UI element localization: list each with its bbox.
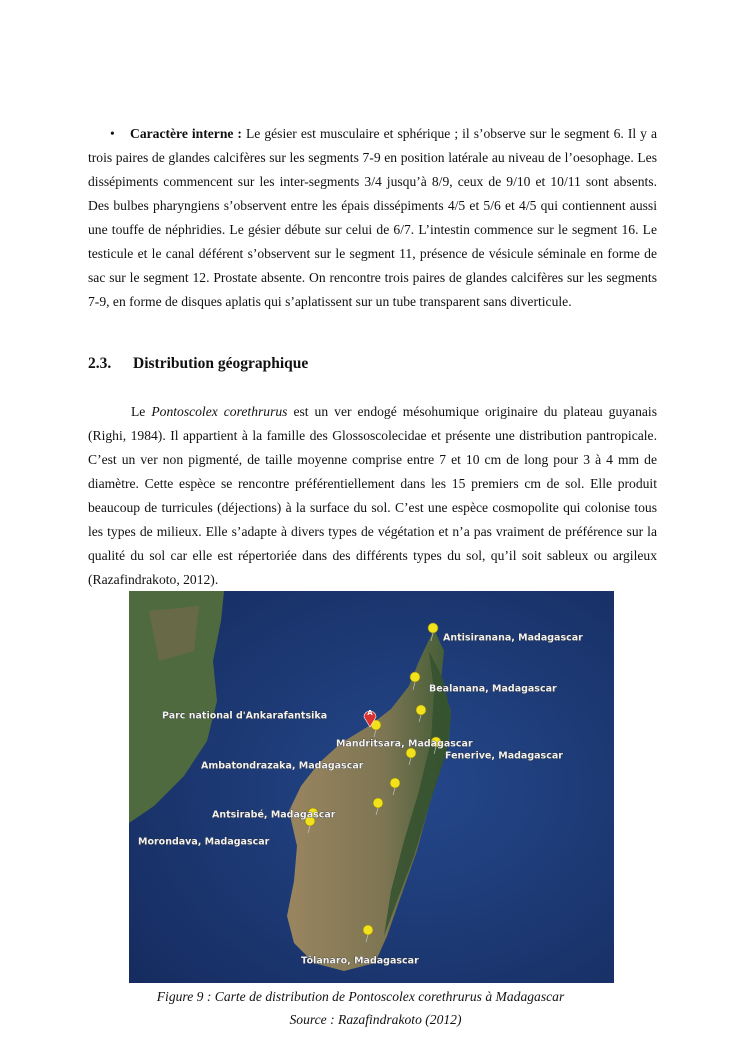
map-label: Morondava, Madagascar	[138, 836, 270, 848]
bullet-label: Caractère interne :	[130, 126, 242, 141]
map-label: Fenerive, Madagascar	[445, 750, 563, 762]
figure-source: Source : Razafindrakoto (2012)	[289, 1012, 462, 1027]
paragraph-text: Le gésier est musculaire et sphérique ; il s’observe sur le segment 6. Il y a trois paires de glandes calcifères sur les segments 7-9 en position latérale au niveau de l’oesophage. Les dissépiments commencent sur les inter-segments 3/4 jusqu’à 8/9, ceux de 9/10 et 10/11 sont absents. Des bulbes pharyngiens s’observent entre les épais dissépiments 4/5 et 5/6 et 4/5 qui contiennent aussi une touffe de néphridies. Le gésier débute sur celui de 6/7. L’intestin commence sur le segment 16. Le testicule et le canal déférent s’observent sur le segment 11, présence de vésicule séminale en forme de sac sur le segment 12. Prostate absente. On rencontre trois paires de glandes calcifères sur les segments 7-9, en forme de disques aplatis qui s’aplatissent sur un tube transparent sans diverticule.	[88, 126, 657, 309]
section-number: 2.3.	[88, 355, 112, 372]
bullet: •	[110, 126, 115, 141]
distribution-map	[129, 591, 614, 983]
map-label: Parc national d'Ankarafantsika	[162, 710, 328, 722]
map-label: Ambatondrazaka, Madagascar	[201, 760, 364, 772]
map-label: Antisiranana, Madagascar	[443, 632, 583, 644]
paragraph-internal-character	[88, 122, 657, 314]
figure-caption: Figure 9 : Carte de distribution de Pontoscolex corethrurus à Madagascar	[156, 989, 565, 1004]
marker-letter: A	[367, 709, 373, 717]
map-label: Tôlanaro, Madagascar	[301, 955, 419, 967]
section-heading	[88, 355, 308, 373]
paragraph-text: est un ver endogé mésohumique originaire du plateau guyanais (Righi, 1984). Il appartient à la famille des Glossoscolecidae et présente une distribution pantropicale. C’est un ver non pigmenté, de taille moyenne comprise entre 7 et 10 cm de long pour 3 à 4 mm de diamètre. Cette espèce se rencontre préférentiellement dans les 15 premiers cm de sol. Elle produit beaucoup de turricules (déjections) à la surface du sol. C’est une espèce cosmopolite qui colonise tous les types de milieux. Elle s’adapte à divers types de végétation et n’a pas vraiment de préférence sur la qualité du sol car elle est répertoriée dans des différents types du sol, qu’il soit sableux ou argileux (Razafindrakoto, 2012).	[88, 404, 657, 587]
paragraph-distribution	[88, 400, 657, 592]
map-label: Bealanana, Madagascar	[429, 683, 557, 695]
section-title: Distribution géographique	[133, 355, 309, 372]
map-label: Mandritsara, Madagascar	[336, 738, 473, 750]
species-name: Pontoscolex corethrurus	[151, 404, 288, 419]
map-label: Antsirabé, Madagascar	[212, 809, 336, 821]
paragraph-prefix: Le	[131, 404, 152, 419]
